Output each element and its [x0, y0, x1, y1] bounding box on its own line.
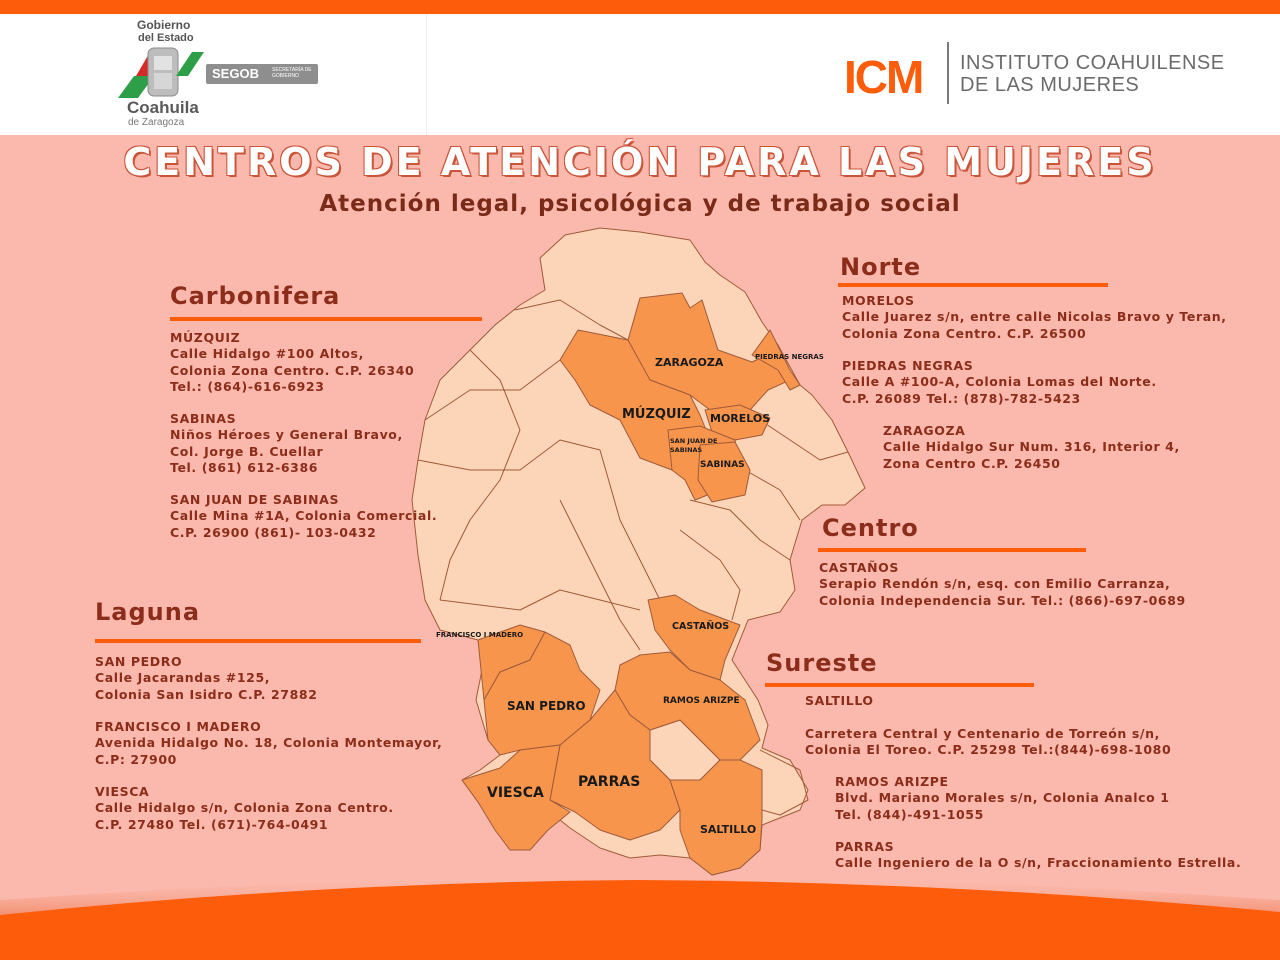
center-morelos — [842, 293, 1227, 342]
map-label-san-juan: SAN JUAN DE — [670, 437, 718, 445]
icm-name-line: DE LAS MUJERES — [960, 74, 1140, 96]
region-title-sureste: Sureste — [766, 649, 878, 677]
center-name: ZARAGOZA — [883, 423, 966, 438]
center-phone: Tel. (861) 612-6386 — [170, 459, 319, 475]
center-address: C.P: 27900 — [95, 751, 177, 767]
center-name: SABINAS — [170, 411, 237, 426]
center-phone: Colonia Independencia Sur. Tel.: (866)-697-0689 — [819, 592, 1186, 608]
region-underline — [765, 683, 1034, 687]
center-phone: C.P. 26900 (861)- 103-0432 — [170, 524, 377, 540]
center-address: Zona Centro C.P. 26450 — [883, 455, 1061, 471]
map-label-sabinas: SABINAS — [700, 460, 745, 470]
center-address: Colonia Zona Centro. C.P. 26500 — [842, 325, 1087, 341]
center-address: Avenida Hidalgo No. 18, Colonia Montemayor, — [95, 735, 443, 751]
map-label-piedras-negras: PIEDRAS NEGRAS — [755, 353, 824, 361]
center-name: SAN PEDRO — [95, 654, 183, 669]
bottom-wave — [0, 860, 1280, 960]
region-underline — [170, 317, 482, 321]
map-label-morelos: MORELOS — [710, 412, 771, 425]
page-subtitle: Atención legal, psicológica y de trabajo social — [319, 191, 961, 217]
center-address: Calle A #100-A, Colonia Lomas del Norte. — [842, 374, 1157, 390]
center-phone: Colonia El Toreo. C.P. 25298 Tel.:(844)-698-1080 — [805, 741, 1172, 757]
region-underline — [838, 283, 1108, 287]
center-address: Calle Mina #1A, Colonia Comercial. — [170, 508, 438, 524]
center-address: Calle Ingeniero de la O s/n, Fraccionamiento Estrella. — [835, 855, 1242, 871]
center-ramos-arizpe — [835, 774, 1170, 823]
map-label-muzquiz: MÚZQUIZ — [622, 407, 691, 422]
gov-logo-line: de Zaragoza — [128, 117, 185, 128]
center-name: MÚZQUIZ — [170, 330, 241, 345]
center-name: RAMOS ARIZPE — [835, 774, 949, 789]
region-title-centro: Centro — [822, 514, 919, 542]
center-phone: C.P. 26089 Tel.: (878)-782-5423 — [842, 390, 1081, 406]
region-title-norte: Norte — [840, 253, 922, 281]
map-label-viesca: VIESCA — [487, 785, 544, 801]
center-castanos — [819, 560, 1186, 609]
center-sabinas — [170, 411, 403, 476]
center-piedras-negras — [842, 358, 1157, 407]
map-label-castanos: CASTAÑOS — [672, 621, 730, 632]
center-phone: Tel. (844)-491-1055 — [835, 806, 984, 822]
center-phone: Tel.: (864)-616-6923 — [170, 378, 325, 394]
gov-logo-line: del Estado — [138, 32, 194, 44]
center-muzquiz — [170, 330, 414, 395]
center-address: Col. Jorge B. Cuellar — [170, 443, 324, 459]
center-address: Calle Hidalgo #100 Altos, — [170, 346, 364, 362]
segob-sub-label: SECRETARÍA DE GOBIERNO — [272, 67, 312, 79]
center-name: PARRAS — [835, 839, 895, 854]
icm-name-line: INSTITUTO COAHUILENSE — [960, 52, 1225, 74]
map-label-san-juan: SABINAS — [670, 446, 703, 454]
map-label-san-pedro: SAN PEDRO — [507, 699, 586, 713]
page-title: CENTROS DE ATENCIÓN PARA LAS MUJERES — [123, 140, 1157, 184]
segob-label: SEGOB — [212, 66, 259, 81]
region-underline — [95, 639, 421, 643]
region-title-laguna: Laguna — [95, 598, 201, 626]
gov-logo-state: Coahuila — [127, 98, 199, 117]
icm-mark-letters: ICM — [844, 51, 923, 103]
center-viesca — [95, 784, 394, 833]
center-address: Blvd. Mariano Morales s/n, Colonia Analco 1 — [835, 790, 1170, 806]
center-address: Colonia Zona Centro. C.P. 26340 — [170, 362, 415, 378]
center-address: Carretera Central y Centenario de Torreón s/n, — [805, 725, 1160, 741]
map-label-zaragoza: ZARAGOZA — [655, 356, 724, 369]
map-label-saltillo: SALTILLO — [700, 823, 757, 836]
center-address: Colonia San Isidro C.P. 27882 — [95, 686, 318, 702]
center-francisco-i-madero — [95, 719, 442, 768]
center-address: Calle Hidalgo Sur Num. 316, Interior 4, — [883, 439, 1180, 455]
gov-logo-line: Gobierno — [137, 18, 191, 32]
center-name: FRANCISCO I MADERO — [95, 719, 262, 734]
center-address: Serapio Rendón s/n, esq. con Emilio Carranza, — [819, 576, 1171, 592]
center-name: VIESCA — [95, 784, 150, 799]
center-name: PIEDRAS NEGRAS — [842, 358, 974, 373]
center-address: Niños Héroes y General Bravo, — [170, 427, 403, 443]
center-address — [805, 709, 1171, 725]
center-name: CASTAÑOS — [819, 560, 899, 575]
center-phone: C.P. 27480 Tel. (671)-764-0491 — [95, 816, 329, 832]
region-title-carbonifera: Carbonifera — [170, 282, 341, 310]
region-underline — [818, 548, 1086, 552]
center-address: Calle Hidalgo s/n, Colonia Zona Centro. — [95, 800, 394, 816]
center-san-juan-de-sabinas — [170, 492, 437, 541]
center-name: SALTILLO — [805, 693, 874, 708]
center-zaragoza — [883, 423, 1180, 472]
center-name: SAN JUAN DE SABINAS — [170, 492, 340, 507]
center-name: MORELOS — [842, 293, 915, 308]
center-address: Calle Jacarandas #125, — [95, 670, 271, 686]
center-address: Calle Juarez s/n, entre calle Nicolas Bravo y Teran, — [842, 309, 1227, 325]
map-label-francisco-madero: FRANCISCO I MADERO — [436, 631, 524, 639]
map-label-parras: PARRAS — [578, 774, 641, 790]
map-label-ramos-arizpe: RAMOS ARIZPE — [663, 696, 740, 706]
center-saltillo — [805, 693, 1171, 758]
center-san-pedro — [95, 654, 318, 703]
